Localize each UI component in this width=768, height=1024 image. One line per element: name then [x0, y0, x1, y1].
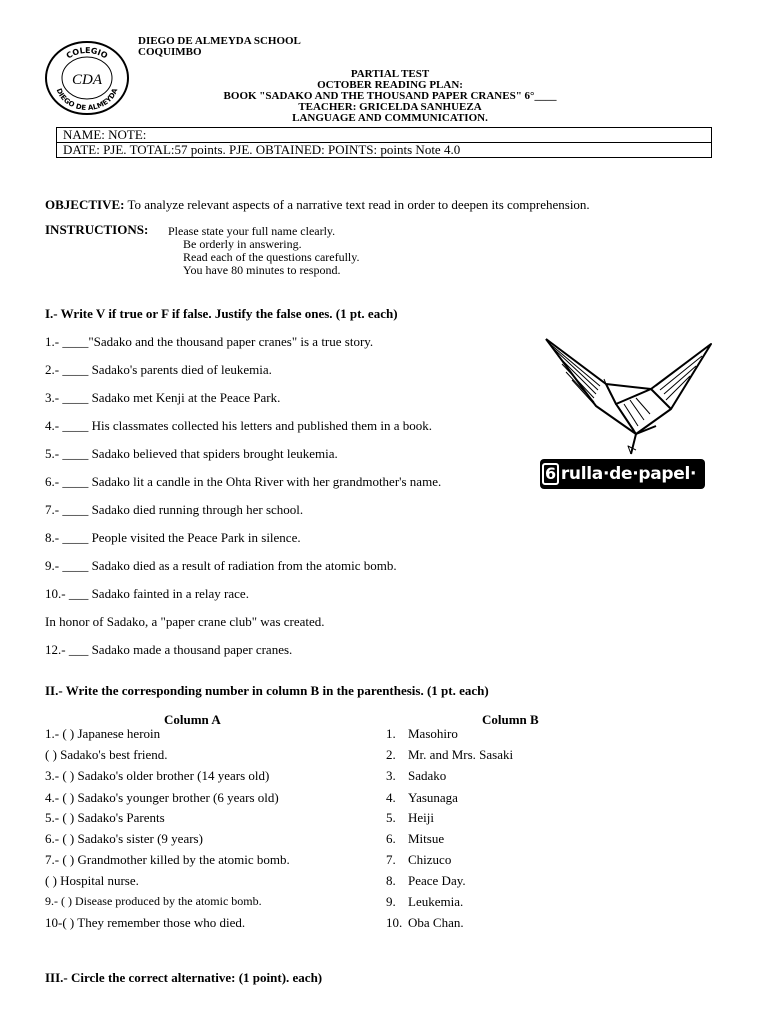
column-a-item[interactable]: ( ) Sadako's best friend. [45, 747, 168, 762]
instruction-list [183, 238, 359, 277]
column-a-item[interactable]: 5.- ( ) Sadako's Parents [45, 810, 165, 825]
section-3-title: III.- Circle the correct alternative: (1 point). each) [45, 970, 323, 985]
column-b-item: 4. Yasunaga [386, 790, 458, 805]
paper-crane-illustration [536, 334, 716, 456]
true-false-item[interactable]: 5.- ____ Sadako believed that spiders brought leukemia. [45, 446, 338, 461]
column-b-item: 6. Mitsue [386, 831, 445, 846]
true-false-item[interactable]: 1.- ____"Sadako and the thousand paper cranes" is a true story. [45, 334, 374, 349]
student-info-box [56, 127, 712, 158]
column-b-title: Column B [482, 712, 539, 727]
true-false-item[interactable]: 9.- ____ Sadako died as a result of radiation from the atomic bomb. [45, 558, 397, 573]
column-b-item: 1. Masohiro [386, 726, 458, 741]
instruction-item: Be orderly in answering. [183, 237, 302, 251]
school-city: COQUIMBO [138, 46, 202, 58]
objective [45, 198, 590, 212]
true-false-item[interactable]: 7.- ____ Sadako died running through her school. [45, 502, 304, 517]
paper-crane-caption [540, 459, 705, 489]
column-b-item: 9. Leukemia. [386, 894, 464, 909]
objective-label: OBJECTIVE: [45, 197, 125, 212]
caption-text: rulla·de·papel· [560, 464, 697, 484]
column-a-item[interactable]: 10-( ) They remember those who died. [45, 915, 246, 930]
true-false-item[interactable]: 8.- ____ People visited the Peace Park in silence. [45, 530, 301, 545]
objective-text: To analyze relevant aspects of a narrative text read in order to deepen its comprehension. [127, 197, 590, 212]
school-logo [44, 40, 130, 116]
column-b-item: 8. Peace Day. [386, 873, 466, 888]
column-b-item: 10. Oba Chan. [386, 915, 464, 930]
caption-badge: 6 [542, 463, 559, 485]
svg-text:COLEGIO [65, 46, 110, 61]
true-false-item[interactable]: 3.- ____ Sadako met Kenji at the Peace Park. [45, 390, 281, 405]
column-a-item[interactable]: 4.- ( ) Sadako's younger brother (6 years old) [45, 790, 279, 805]
logo-top-text: COLEGIO [64, 45, 110, 61]
true-false-item[interactable]: 10.- ___ Sadako fainted in a relay race. [45, 586, 249, 601]
date-points-row[interactable]: DATE: PJE. TOTAL:57 points. PJE. OBTAINED: POINTS: points Note 4.0 [57, 142, 711, 157]
name-note-row[interactable]: NAME: NOTE: [63, 127, 147, 142]
true-false-item[interactable]: 4.- ____ His classmates collected his letters and published them in a book. [45, 418, 433, 433]
logo-initials: CDA [72, 72, 102, 88]
heading-line: PARTIAL TEST [350, 68, 430, 80]
section-1-title: I.- Write V if true or F if false. Justify the false ones. (1 pt. each) [45, 306, 398, 321]
column-a-title: Column A [164, 712, 221, 727]
column-a-item[interactable]: ( ) Hospital nurse. [45, 873, 139, 888]
true-false-item[interactable]: 2.- ____ Sadako's parents died of leukemia. [45, 362, 272, 377]
column-a-item[interactable]: 7.- ( ) Grandmother killed by the atomic bomb. [45, 852, 290, 867]
column-b-item: 2. Mr. and Mrs. Sasaki [386, 747, 514, 762]
true-false-item[interactable]: In honor of Sadako, a "paper crane club" was created. [45, 614, 325, 629]
column-b-item: 3. Sadako [386, 768, 447, 783]
school-name: DIEGO DE ALMEYDA SCHOOL [138, 35, 301, 47]
instruction-item: Read each of the questions carefully. [183, 250, 360, 264]
test-heading [120, 69, 660, 124]
true-false-item[interactable]: 12.- ___ Sadako made a thousand paper cranes. [45, 642, 293, 657]
column-a-item[interactable]: 3.- ( ) Sadako's older brother (14 years old) [45, 768, 270, 783]
column-a-item[interactable]: 1.- ( ) Japanese heroin [45, 726, 161, 741]
section-2-title: II.- Write the corresponding number in column B in the parenthesis. (1 pt. each) [45, 683, 489, 698]
column-b-item: 7. Chizuco [386, 852, 452, 867]
true-false-item[interactable]: 6.- ____ Sadako lit a candle in the Ohta River with her grandmother's name. [45, 474, 442, 489]
school-heading [138, 36, 301, 58]
heading-line: LANGUAGE AND COMMUNICATION. [292, 112, 488, 124]
instructions-label: INSTRUCTIONS: [45, 222, 149, 237]
column-a-item[interactable]: 9.- ( ) Disease produced by the atomic bomb. [45, 894, 262, 908]
column-a-item[interactable]: 6.- ( ) Sadako's sister (9 years) [45, 831, 203, 846]
heading-line: BOOK "SADAKO AND THE THOUSAND PAPER CRANES" 6°____ [223, 90, 557, 102]
column-b-item: 5. Heiji [386, 810, 434, 825]
heading-line: OCTOBER READING PLAN: [317, 79, 463, 91]
logo-bottom-text: DIEGO DE ALMEYDA [54, 87, 120, 113]
heading-line: TEACHER: GRICELDA SANHUEZA [298, 101, 482, 113]
instruction-item: You have 80 minutes to respond. [183, 263, 341, 277]
instruction-item: Please state your full name clearly. [168, 224, 336, 238]
